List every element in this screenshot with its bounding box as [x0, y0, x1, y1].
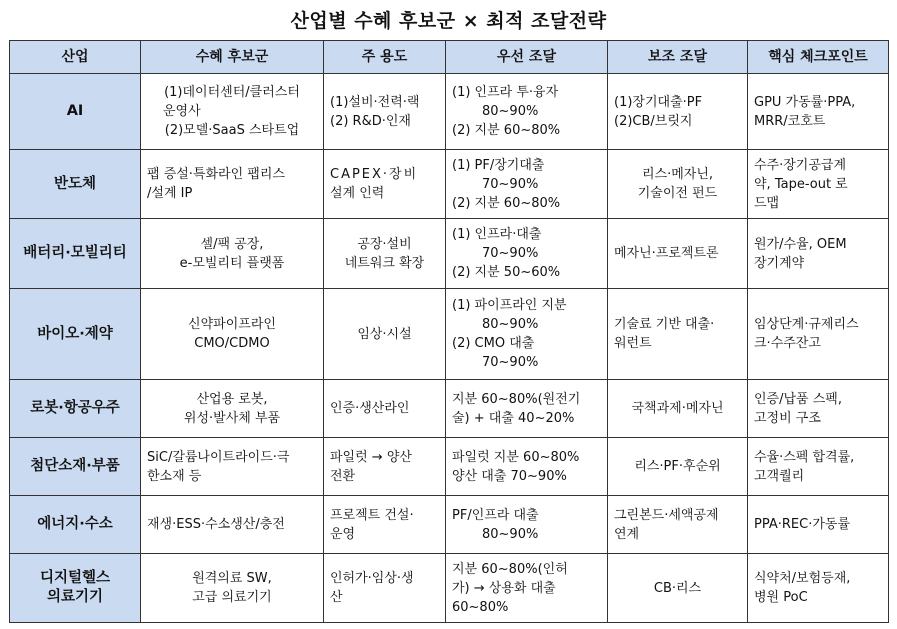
- primary-cell: [446, 74, 608, 150]
- cell-line: (1) 인프라·대출: [452, 227, 542, 242]
- cell-line: CMO/CDMO: [194, 336, 270, 351]
- cell-line: 산: [330, 590, 343, 605]
- use-cell: [324, 496, 446, 554]
- cell-line: 수율·스펙 합격률,: [754, 449, 855, 465]
- secondary-cell: [608, 380, 748, 438]
- header-cell: 수혜 후보군: [141, 41, 324, 74]
- use-cell: [324, 438, 446, 496]
- cell-line: 반도체: [53, 175, 97, 192]
- cell-line: (1)설비·전력·랙: [330, 94, 420, 110]
- checkpoint-cell: [748, 496, 889, 554]
- cell-line: 그린본드·세액공제: [614, 507, 719, 523]
- cell-line: 파일럿 → 양산: [330, 449, 412, 465]
- header-cell: 산업: [10, 41, 141, 74]
- sector-cell: [10, 554, 141, 623]
- cell-line: 지분 60~80%(인허: [452, 561, 568, 577]
- cell-line: CAPEX·장비: [330, 167, 419, 182]
- cell-line: 식약처/보험등재,: [754, 571, 851, 586]
- cell-line: 팹 증설·특화라인 팹리스: [147, 167, 285, 182]
- table-row: [10, 380, 889, 438]
- cell-line: 파일럿 지분 60~80%: [452, 449, 580, 465]
- primary-cell: [446, 150, 608, 219]
- cell-line: 인허가·임상·생: [330, 571, 414, 586]
- cell-line: 인증/납품 스펙,: [754, 391, 842, 407]
- cell-line: 에너지·수소: [37, 516, 113, 532]
- candidates-cell: [141, 380, 324, 438]
- sector-cell: [10, 150, 141, 219]
- cell-line: (2) 지분 60~80%: [452, 195, 561, 211]
- header-cell: 보조 조달: [608, 41, 748, 74]
- primary-cell: [446, 380, 608, 438]
- candidates-cell: [141, 219, 324, 289]
- secondary-cell: [608, 219, 748, 289]
- page-title: 산업별 수혜 후보군 × 최적 조달전략: [290, 10, 607, 32]
- cell-line: 재생·ESS·수소생산/충전: [147, 517, 285, 532]
- cell-line: MRR/코호트: [754, 113, 826, 129]
- cell-line: 임상·시설: [357, 326, 412, 342]
- secondary-cell: [608, 438, 748, 496]
- table-row: [10, 289, 889, 380]
- cell-line: 기술료 기반 대출·: [614, 317, 715, 332]
- checkpoint-cell: [748, 74, 889, 150]
- cell-line: 국책과제·메자닌: [631, 401, 724, 416]
- cell-line: 지분 60~80%(원전기: [452, 391, 581, 407]
- cell-line: 네트워크 확장: [344, 255, 425, 271]
- cell-line: 술) + 대출 40~20%: [452, 410, 575, 426]
- cell-line: 수주·장기공급계: [754, 157, 847, 173]
- cell-line: 첨단소재·부품: [30, 458, 120, 474]
- cell-line: 디지털헬스: [39, 570, 111, 586]
- table-row: [10, 554, 889, 623]
- cell-line: 셀/팩 공장,: [200, 236, 264, 252]
- header-cell: 핵심 체크포인트: [748, 41, 889, 74]
- cell-line: 70~90%: [482, 176, 539, 192]
- table-row: [10, 496, 889, 554]
- cell-line: (1)장기대출·PF: [614, 94, 703, 110]
- header-cell: 주 용도: [324, 41, 446, 74]
- cell-line: 공장·설비: [357, 236, 412, 252]
- cell-line: 원격의료 SW,: [192, 571, 272, 586]
- checkpoint-cell: [748, 438, 889, 496]
- use-cell: [324, 380, 446, 438]
- cell-line: (2) 지분 60~80%: [452, 123, 561, 138]
- cell-line: 드맵: [754, 195, 780, 211]
- cell-line: /설계 IP: [147, 186, 193, 201]
- checkpoint-cell: [748, 380, 889, 438]
- cell-line: 고정비 구조: [754, 410, 821, 426]
- candidates-cell: [141, 554, 324, 623]
- cell-line: 위성·발사체 부품: [183, 410, 281, 426]
- table-row: [10, 438, 889, 496]
- secondary-cell: [608, 74, 748, 150]
- cell-line: (1)데이터센터/클러스터: [164, 85, 300, 100]
- cell-line: (2) R&D·인재: [330, 113, 411, 129]
- cell-line: (1) 인프라 투·융자: [452, 85, 559, 100]
- cell-line: 운영: [330, 526, 356, 542]
- cell-line: 고급 의료기기: [192, 590, 272, 605]
- table-row: [10, 219, 889, 289]
- sector-cell: [10, 438, 141, 496]
- cell-line: 메자닌·프로젝트론: [614, 246, 719, 261]
- checkpoint-cell: [748, 289, 889, 380]
- cell-line: 80~90%: [482, 526, 539, 542]
- candidates-cell: [141, 496, 324, 554]
- sector-cell: [10, 496, 141, 554]
- use-cell: [324, 74, 446, 150]
- primary-cell: [446, 496, 608, 554]
- header-cell: 우선 조달: [446, 41, 608, 74]
- cell-line: 고객퀄리: [754, 468, 805, 484]
- cell-line: (2)모델·SaaS 스타트업: [164, 123, 300, 138]
- use-cell: [324, 150, 446, 219]
- cell-line: 기술이전 펀드: [637, 186, 718, 201]
- checkpoint-cell: [748, 150, 889, 219]
- cell-line: 양산 대출 70~90%: [452, 468, 567, 484]
- sector-cell: [10, 219, 141, 289]
- secondary-cell: [608, 496, 748, 554]
- cell-line: SiC/갈륨나이트라이드·극: [147, 449, 290, 465]
- candidates-cell: [141, 74, 324, 150]
- table-row: [10, 150, 889, 219]
- primary-cell: [446, 289, 608, 380]
- secondary-cell: [608, 150, 748, 219]
- cell-line: 로봇·항공우주: [30, 400, 120, 416]
- strategy-table: [9, 40, 889, 623]
- cell-line: 한소재 등: [147, 468, 202, 484]
- cell-line: (2)CB/브릿지: [614, 113, 693, 129]
- candidates-cell: [141, 289, 324, 380]
- sector-cell: [10, 380, 141, 438]
- cell-line: 70~90%: [482, 246, 539, 261]
- cell-line: 가) → 상용화 대출: [452, 580, 556, 596]
- cell-line: PF/인프라 대출: [452, 507, 539, 523]
- cell-line: (2) CMO 대출: [452, 336, 535, 351]
- cell-line: 바이오·제약: [37, 325, 113, 342]
- cell-line: (1) PF/장기대출: [452, 157, 545, 173]
- header-row: [10, 41, 889, 74]
- cell-line: 크·수주잔고: [754, 336, 821, 351]
- cell-line: (2) 지분 50~60%: [452, 265, 561, 280]
- cell-line: PPA·REC·가동률: [754, 517, 851, 532]
- cell-line: 약, Tape-out 로: [754, 176, 848, 192]
- cell-line: CB·리스: [653, 580, 702, 596]
- cell-line: 전환: [330, 468, 356, 484]
- cell-line: 신약파이프라인: [188, 317, 276, 332]
- primary-cell: [446, 554, 608, 623]
- cell-line: 원가/수율, OEM: [754, 236, 847, 252]
- checkpoint-cell: [748, 554, 889, 623]
- candidates-cell: [141, 150, 324, 219]
- cell-line: 임상단계·규제리스: [754, 317, 859, 332]
- secondary-cell: [608, 554, 748, 623]
- cell-line: 리스·메자닌,: [641, 167, 714, 182]
- cell-line: 산업용 로봇,: [196, 391, 268, 407]
- cell-line: 병원 PoC: [754, 590, 808, 605]
- cell-line: 프로젝트 건설·: [330, 507, 414, 523]
- cell-line: 인증·생산라인: [330, 401, 410, 416]
- secondary-cell: [608, 289, 748, 380]
- cell-line: 80~90%: [482, 317, 539, 332]
- cell-line: 80~90%: [482, 104, 539, 119]
- checkpoint-cell: [748, 219, 889, 289]
- cell-line: (1) 파이프라인 지분: [452, 298, 567, 313]
- cell-line: 워런트: [614, 336, 652, 351]
- cell-line: 장기계약: [754, 255, 805, 271]
- primary-cell: [446, 438, 608, 496]
- use-cell: [324, 219, 446, 289]
- use-cell: [324, 289, 446, 380]
- cell-line: 60~80%: [452, 599, 509, 615]
- cell-line: 연계: [614, 526, 640, 542]
- sector-cell: [10, 289, 141, 380]
- primary-cell: [446, 219, 608, 289]
- cell-line: 의료기기: [46, 589, 104, 605]
- candidates-cell: [141, 438, 324, 496]
- cell-line: 70~90%: [482, 355, 539, 370]
- cell-line: GPU 가동률·PPA,: [754, 94, 856, 110]
- cell-line: 배터리·모빌리티: [23, 245, 127, 261]
- cell-line: 운영사: [163, 104, 201, 119]
- cell-line: e-모빌리티 플랫폼: [179, 255, 285, 271]
- cell-line: 설계 인력: [330, 186, 385, 201]
- table-row: [10, 74, 889, 150]
- use-cell: [324, 554, 446, 623]
- cell-line: AI: [66, 103, 84, 119]
- sector-cell: [10, 74, 141, 150]
- cell-line: 리스·PF·후순위: [634, 459, 721, 474]
